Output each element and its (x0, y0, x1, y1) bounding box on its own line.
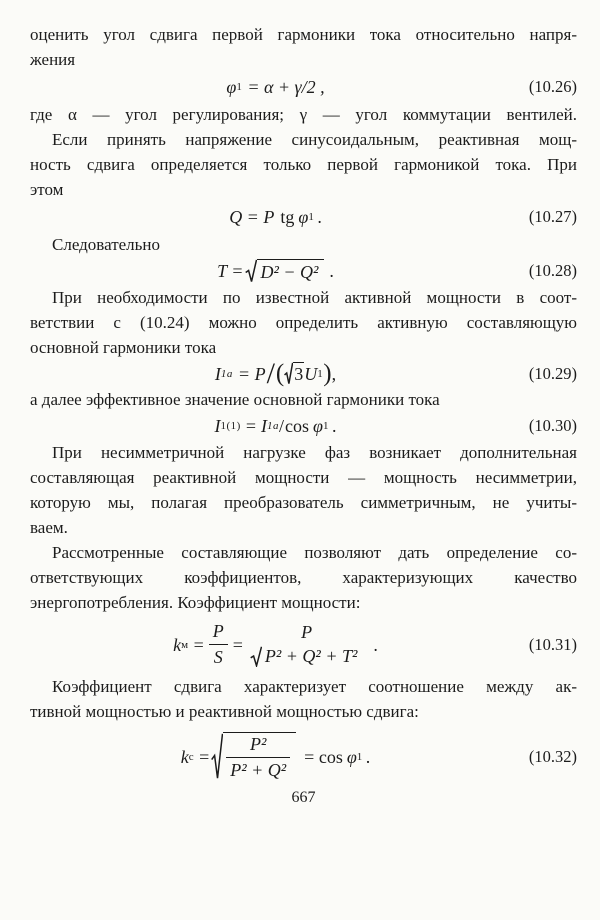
square-root (245, 259, 324, 283)
punctuation: . (365, 746, 371, 767)
equation-body: k с = $\frac{\text{P²}}{\text{P² + Q²}}$ = cos φ 1 . (180, 734, 371, 780)
equation-10-31 (30, 621, 577, 668)
fraction-slash: / (279, 416, 285, 436)
numerator: P (301, 621, 313, 642)
equation-10-26 (30, 76, 577, 98)
text-line: ваем. (30, 518, 68, 537)
symbol-I: I (214, 363, 221, 384)
text-line: Если принять напряжение синусоидальным, реактивная мощ- (52, 130, 577, 149)
symbol-U: U (304, 363, 318, 384)
punctuation: . (331, 416, 337, 436)
paragraph (30, 22, 577, 72)
paragraph (30, 127, 577, 202)
equation-text: = P (237, 363, 266, 384)
radicand-text: 3 (294, 364, 304, 384)
denominator: P² + Q² (226, 757, 290, 781)
paragraph (30, 540, 577, 615)
symbol-phi: φ (298, 207, 309, 227)
equation-10-32 (30, 732, 577, 781)
equation-10-29 (30, 356, 577, 390)
fraction (209, 621, 228, 668)
paragraph (30, 674, 577, 724)
equation-number: (10.27) (528, 207, 577, 226)
text-line: тивной мощностью и реактивной мощностью сдвига: (30, 702, 419, 721)
symbol-I: I (214, 416, 221, 436)
equation-number: (10.28) (528, 261, 577, 280)
equation-number: (10.30) (528, 416, 577, 435)
equation-10-28 (30, 259, 577, 283)
numerator: P (212, 621, 224, 641)
text-line: Следовательно (52, 235, 161, 254)
text-line: Коэффициент сдвига характеризует соотношение между ак- (52, 677, 577, 696)
text-line: При несимметричной нагрузке фаз возникает дополнительная (52, 443, 577, 462)
equation-text: Q = P (229, 207, 275, 227)
text-line: энергопотребления. Коэффициент мощности: (30, 593, 361, 612)
text-line: Рассмотренные составляющие позволяют дать определение со- (52, 543, 577, 562)
equation-number: (10.32) (528, 746, 577, 766)
equals-sign: = (199, 746, 210, 767)
radical-sign (284, 362, 293, 385)
text-line: составляющая реактивной мощности — мощность несимметрии, (30, 468, 577, 487)
equation-number: (10.29) (528, 363, 577, 383)
square-root (211, 732, 296, 781)
paragraph (30, 440, 577, 540)
equals-sign: = (245, 416, 256, 436)
equation-text: = α + γ/2 , (247, 77, 325, 97)
fraction (226, 734, 290, 781)
equation-body (30, 259, 521, 283)
operator-cos: cos (285, 416, 310, 436)
denominator (248, 645, 366, 667)
text-line: этом (30, 180, 64, 199)
equation-text: T = (217, 261, 244, 281)
radicand-text: D² − Q² (260, 262, 319, 282)
equation-body: k м = $\frac{P}{S}$ = P P² + Q² + T² . (173, 621, 378, 667)
symbol-phi: φ (313, 416, 323, 436)
equation-body: φ 1 = α + γ/2 , (226, 77, 325, 97)
equation-10-30 (30, 415, 577, 437)
equation-body: I 1(1) = I 1a / cos φ 1 . (214, 416, 337, 436)
punctuation: . (329, 261, 334, 281)
page-number: 667 (291, 789, 316, 806)
text-line: жения (30, 50, 76, 69)
operator-cos: = cos (304, 746, 343, 767)
punctuation: . (373, 634, 378, 655)
equation-body: Q = P tg φ 1 . (229, 207, 322, 227)
equals-sign: = (193, 634, 204, 655)
symbol-phi: φ (346, 746, 357, 767)
symbol-I: I (261, 416, 267, 436)
text-line: основной гармоники тока (30, 338, 217, 357)
operator-tg: tg (280, 207, 295, 227)
paragraph (30, 387, 577, 412)
text-line: ность сдвига определяется только первой гармоникой тока. При (30, 155, 577, 174)
punctuation: , (331, 363, 337, 384)
square-root (284, 362, 304, 385)
text-line: При необходимости по известной активной мощности в соот- (52, 288, 577, 307)
symbol-k: k (180, 746, 189, 767)
symbol-phi: φ (226, 77, 237, 97)
radicand-text: P² + Q² + T² (264, 646, 358, 667)
text-line: которую мы, полагая преобразователь симметричным, не учиты- (30, 493, 577, 512)
denominator: S (209, 644, 228, 668)
paragraph (30, 285, 577, 360)
text-line: оценить угол сдвига первой гармоники тока относительно напря- (30, 25, 577, 44)
paragraph (30, 232, 577, 257)
equation-number: (10.26) (528, 77, 577, 96)
equation-10-27 (30, 206, 577, 228)
radical-sign (250, 646, 262, 667)
square-root (250, 646, 364, 667)
text-line: ответствующих коэффициентов, характеризующих качество (30, 568, 577, 587)
radical-sign (211, 732, 223, 781)
fraction (248, 622, 366, 667)
radical-sign (245, 259, 257, 283)
symbol-k: k (173, 634, 182, 655)
text-line: ветствии с (10.24) можно определить активную составляющую (30, 313, 577, 332)
equals-sign: = (232, 634, 243, 655)
text-line: а далее эффективное значение основной гармоники тока (30, 390, 440, 409)
paragraph (30, 102, 577, 127)
equation-body: I 1a = P / ( 3 U 1 ) , (214, 356, 337, 390)
punctuation: . (317, 207, 322, 227)
numerator: P² (250, 734, 267, 754)
text-line: где α — угол регулирования; γ — угол коммутации вентилей. (30, 105, 577, 124)
equation-number: (10.31) (528, 634, 577, 654)
